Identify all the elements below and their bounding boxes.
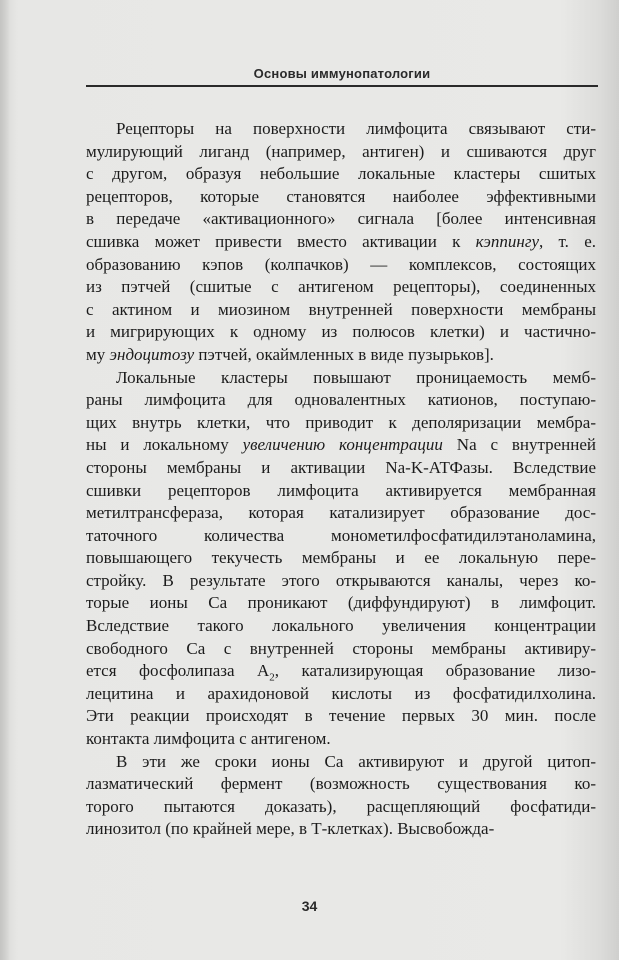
text-line: с актином и миозином внутренней поверхности мембраны [86, 299, 596, 319]
text-line: Эти реакции происходят в течение первых 30 мин. после [86, 706, 596, 726]
text-line: щих внутрь клетки, что приводит к деполяризации мембра- [86, 412, 596, 432]
text-line: и мигрирующих к одному из полюсов клетки) и частично- [86, 322, 596, 342]
page-number: 34 [301, 898, 318, 914]
paragraph [86, 751, 596, 841]
text-line: Вследствие такого локального увеличения концентрации [86, 616, 596, 636]
text-line: таточного количества монометилфосфатидилэтаноламина, [86, 525, 596, 545]
text-line: стороны мембраны и активации Na-K-АТФазы. Вследствие [86, 457, 596, 477]
text-line: торого пытаются доказать), расщепляющий фосфатиди- [86, 796, 596, 816]
paragraph [86, 367, 596, 751]
text-line: повышающего текучесть мембраны и ее локальную пере- [86, 548, 596, 568]
text-line: стройку. В результате этого открываются каналы, через ко- [86, 570, 596, 590]
page-binding-shadow [0, 0, 10, 960]
text-line: раны лимфоцита для одновалентных катионов, поступаю- [86, 390, 596, 410]
text-line: метилтрансфераза, которая катализирует образование дос- [86, 503, 596, 523]
text-line: в передаче «активационного» сигнала [более интенсивная [86, 209, 596, 229]
text-line: образованию кэпов (колпачков) — комплексов, состоящих [86, 254, 596, 274]
text-line: му эндоцитозу пэтчей, окаймленных в виде пузырьков]. [86, 344, 494, 364]
paragraph [86, 118, 596, 367]
text-line: ется фосфолипаза $A_2$, катализирующая образование лизо- [86, 661, 596, 684]
text-line: сшивка может привести вместо активации к кэппингу, т. е. [86, 231, 596, 251]
text-line: контакта лимфоцита с антигеном. [86, 729, 331, 749]
text-line: торые ионы Са проникают (диффундируют) в лимфоцит. [86, 593, 596, 613]
body-text [86, 118, 596, 841]
text-line: лецитина и арахидоновой кислоты из фосфатидилхолина. [86, 683, 596, 703]
text-line: В эти же сроки ионы Са активируют и другой цитоп- [116, 751, 596, 771]
text-line: рецепторов, которые становятся наиболее эффективными [86, 186, 596, 206]
text-line: лазматический фермент (возможность существования ко- [86, 774, 596, 794]
header-rule [86, 85, 598, 87]
text-line: линозитол (по крайней мере, в Т-клетках). Высвобожда- [86, 819, 495, 839]
text-line: с другом, образуя небольшие локальные кластеры сшитых [86, 164, 596, 184]
text-line: сшивки рецепторов лимфоцита активируется мембранная [86, 480, 596, 500]
running-header-title: Основы иммунопатологии [253, 66, 431, 81]
text-line: из пэтчей (сшитые с антигеном рецепторы), соединенных [86, 277, 596, 297]
text-line: ны и локальному увеличению концентрации Na с внутренней [86, 435, 597, 455]
text-line: Локальные кластеры повышают проницаемость мемб- [116, 367, 596, 387]
text-line: свободного Са с внутренней стороны мембраны активиру- [86, 638, 596, 658]
text-line: мулирующий лиганд (например, антиген) и сшиваются друг [86, 141, 596, 161]
text-line: Рецепторы на поверхности лимфоцита связывают сти- [116, 119, 596, 138]
